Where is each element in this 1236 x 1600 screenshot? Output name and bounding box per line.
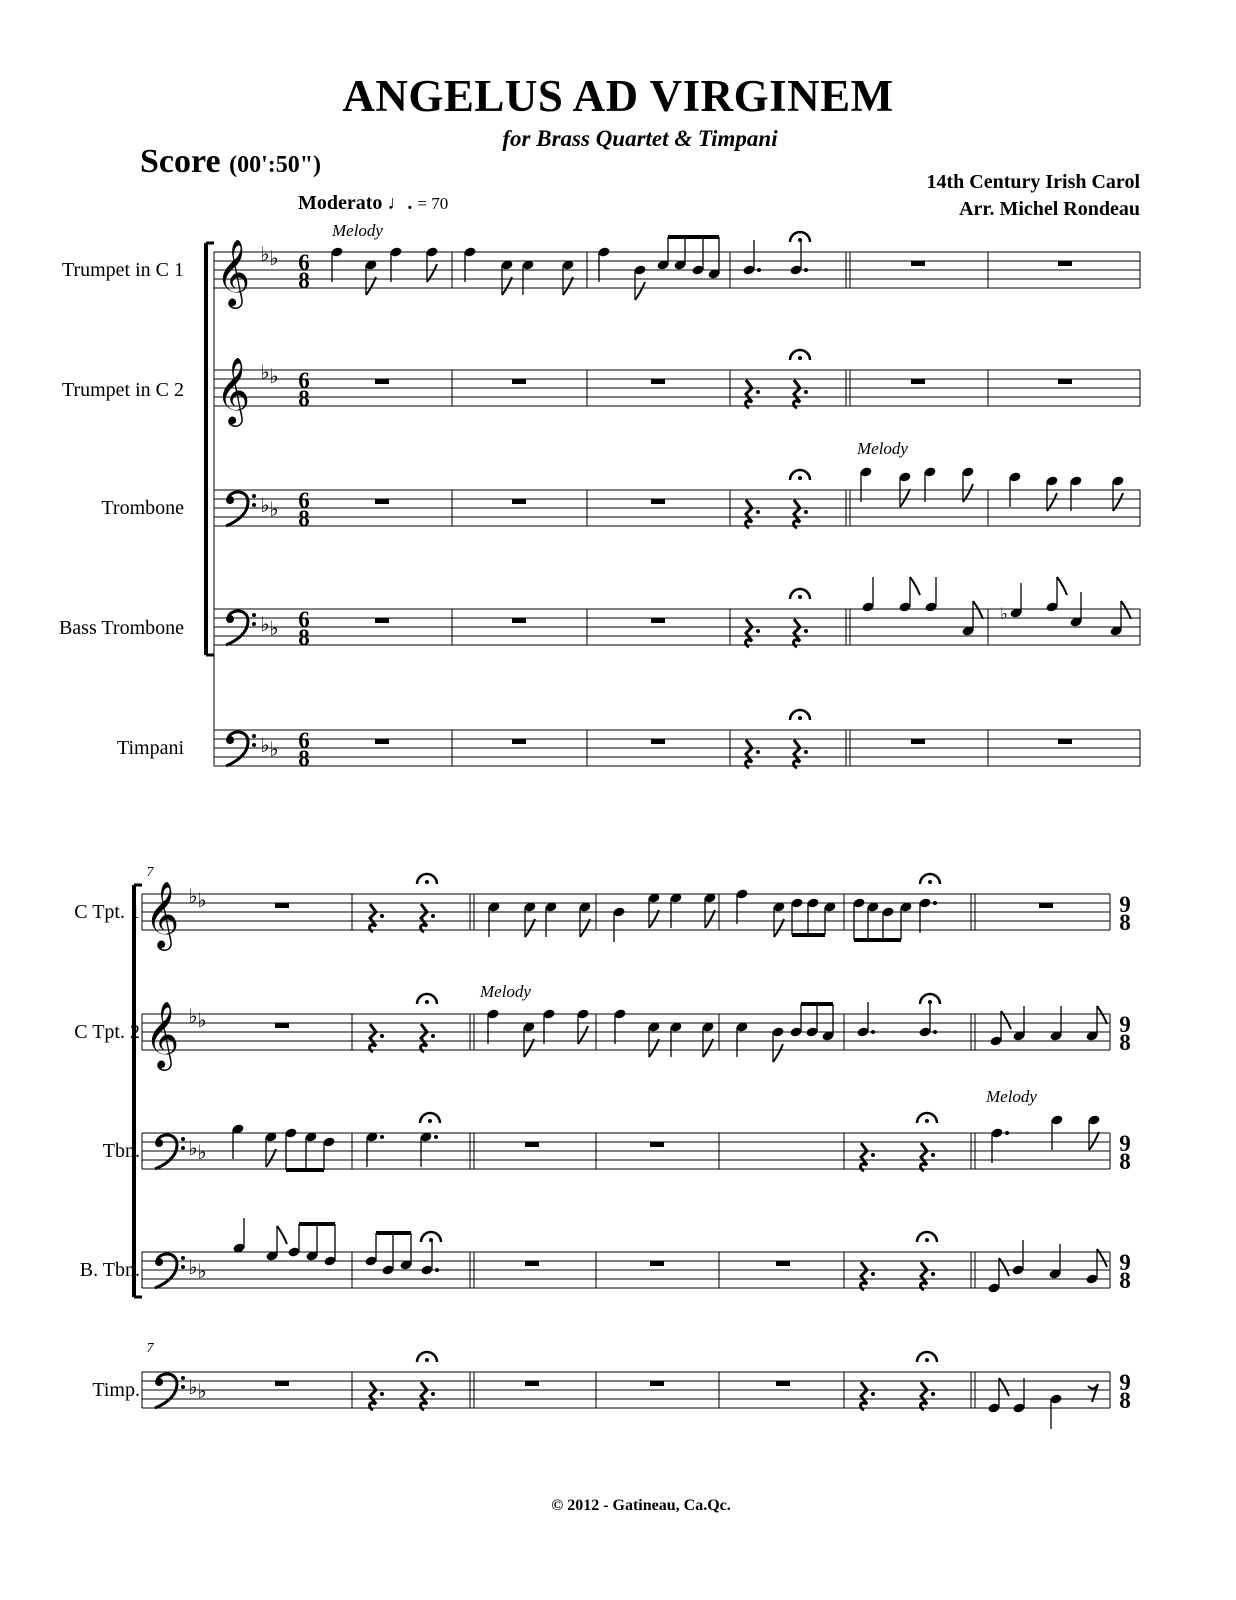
svg-text:8: 8: [1119, 910, 1131, 935]
note: [486, 1008, 499, 1044]
whole-rest-icon: [1058, 379, 1072, 384]
time-signature: [1119, 1370, 1131, 1413]
svg-text:8: 8: [1119, 1388, 1131, 1413]
note: [231, 1123, 244, 1159]
svg-text:♭: ♭: [188, 1257, 198, 1279]
note: [735, 1021, 748, 1057]
instrument-label-tbn: Tbn.: [102, 1140, 140, 1162]
note: [669, 892, 682, 928]
time-signature: [298, 250, 310, 293]
staff-system2-3: [142, 1252, 1110, 1288]
staff-system2-1: [142, 1014, 1110, 1050]
fermata-icon: [920, 874, 940, 884]
whole-rest-icon: [911, 379, 925, 384]
note: [735, 888, 748, 924]
instrument-label-b-tbn: B. Tbn.: [79, 1259, 140, 1281]
svg-text:♭: ♭: [269, 248, 279, 270]
whole-rest-icon: [275, 1023, 289, 1028]
fermata-icon: [421, 1232, 441, 1242]
note: [1008, 471, 1021, 507]
note: [771, 1026, 784, 1062]
melody-marking: Melody: [480, 982, 531, 1001]
beamed-notes: [284, 1127, 335, 1170]
instrument-label-timp: Timp.: [92, 1379, 140, 1401]
instrument-label-trumpet-1: Trumpet in C 1: [61, 259, 184, 281]
treble-clef-icon: 𝄞: [144, 882, 180, 947]
instrument-label-trumpet-2: Trumpet in C 2: [61, 379, 184, 401]
measure-number: 7: [146, 865, 154, 880]
note: [613, 1008, 626, 1044]
beamed-notes: [364, 1233, 412, 1276]
fermata-icon: [417, 1352, 437, 1362]
svg-text:6: 6: [298, 250, 310, 275]
note: [1045, 577, 1067, 613]
quarter-rest-icon: [861, 1262, 875, 1290]
note: [561, 259, 574, 295]
quarter-rest-icon: [921, 1262, 935, 1290]
bass-clef-icon: [226, 732, 256, 766]
whole-rest-icon: [375, 499, 389, 504]
svg-text:♭: ♭: [260, 735, 270, 757]
quarter-rest-icon: [421, 1024, 435, 1052]
svg-text:6: 6: [298, 368, 310, 393]
note: [1087, 1114, 1100, 1150]
whole-rest-icon: [525, 1381, 539, 1386]
note: [918, 897, 937, 933]
whole-rest-icon: [650, 1381, 664, 1386]
svg-text:9: 9: [1119, 1370, 1131, 1395]
note: [1000, 583, 1022, 623]
svg-text:♭: ♭: [197, 1010, 207, 1032]
note: [918, 1002, 937, 1038]
note: [647, 1021, 660, 1057]
note: [1111, 475, 1124, 511]
note: [576, 1008, 589, 1044]
note: [633, 264, 646, 300]
score-title: ANGELUS AD VIRGINEM: [342, 71, 894, 121]
note: [232, 1218, 245, 1254]
svg-text:8: 8: [298, 746, 310, 771]
whole-rest-icon: [275, 903, 289, 908]
quarter-rest-icon: [746, 500, 760, 528]
quarter-rest-icon: [370, 1382, 384, 1410]
whole-rest-icon: [375, 618, 389, 623]
beamed-notes: [852, 897, 912, 940]
key-signature-flats: [188, 1006, 206, 1032]
fermata-icon: [790, 589, 810, 599]
note: [522, 1021, 535, 1057]
svg-text:9: 9: [1119, 1131, 1131, 1156]
svg-text:6: 6: [298, 488, 310, 513]
whole-rest-icon: [911, 261, 925, 266]
bass-clef-icon: [155, 1135, 185, 1169]
svg-text:♭: ♭: [260, 362, 270, 384]
melody-marking: Melody: [857, 439, 908, 458]
note: [463, 246, 476, 282]
svg-text:♭: ♭: [269, 739, 279, 761]
svg-text:8: 8: [298, 268, 310, 293]
quarter-rest-icon: [421, 904, 435, 932]
note: [597, 246, 610, 282]
beamed-notes: [790, 897, 836, 935]
composer-credit: 14th Century Irish Carol: [926, 171, 1140, 193]
beamed-notes: [287, 1224, 336, 1267]
quarter-rest-icon: [861, 1382, 875, 1410]
quarter-rest-icon: [794, 619, 808, 647]
quarter-rest-icon: [746, 619, 760, 647]
svg-text:6: 6: [298, 607, 310, 632]
fermata-icon: [917, 1113, 937, 1123]
quarter-rest-icon: [370, 1024, 384, 1052]
note: [1050, 1114, 1063, 1150]
whole-rest-icon: [651, 739, 665, 744]
svg-text:♭: ♭: [197, 1381, 207, 1403]
note: [389, 246, 402, 282]
fermata-icon: [790, 710, 810, 720]
note: [961, 466, 974, 502]
whole-rest-icon: [525, 1142, 539, 1147]
quarter-rest-icon: [794, 740, 808, 768]
key-signature-flats: [260, 362, 278, 388]
beamed-notes: [656, 237, 720, 280]
svg-text:8: 8: [1119, 1268, 1131, 1293]
time-signature: [298, 607, 310, 650]
quarter-rest-icon: [746, 380, 760, 408]
svg-text:8: 8: [298, 506, 310, 531]
svg-text:♭: ♭: [197, 1261, 207, 1283]
whole-rest-icon: [911, 739, 925, 744]
quarter-rest-icon: [921, 1382, 935, 1410]
note: [1049, 1006, 1062, 1042]
svg-text:♭: ♭: [188, 1006, 198, 1028]
note: [265, 1226, 287, 1262]
svg-text:♭: ♭: [269, 366, 279, 388]
time-signature: [298, 728, 310, 771]
fermata-icon: [417, 874, 437, 884]
time-signature: [1119, 1131, 1131, 1174]
note: [1045, 475, 1058, 511]
svg-text:♭: ♭: [269, 618, 279, 640]
instrument-label-timpani: Timpani: [116, 737, 184, 759]
treble-clef-icon: 𝄞: [215, 358, 251, 423]
staff-system2-0: [142, 894, 1110, 930]
whole-rest-icon: [650, 1142, 664, 1147]
fermata-icon: [420, 1113, 440, 1123]
note: [578, 901, 591, 937]
time-signature: [1119, 892, 1131, 935]
note: [330, 246, 343, 282]
note: [544, 901, 557, 937]
time-signature: [1119, 1012, 1131, 1055]
staff-system1-0: [214, 252, 1140, 288]
whole-rest-icon: [651, 618, 665, 623]
svg-text:♭: ♭: [188, 886, 198, 908]
note: [1069, 475, 1082, 511]
note: [961, 601, 983, 637]
whole-rest-icon: [512, 739, 526, 744]
note: [500, 259, 513, 295]
note: [772, 901, 785, 937]
quarter-rest-icon: [921, 1143, 935, 1171]
note: [701, 1021, 714, 1057]
staff-system2-2: [142, 1133, 1110, 1169]
whole-rest-icon: [1039, 903, 1053, 908]
note: [419, 1131, 438, 1167]
whole-rest-icon: [650, 1261, 664, 1266]
note: [703, 892, 716, 928]
instrument-label-bass-trombone: Bass Trombone: [58, 617, 184, 639]
melody-marking: Melody: [986, 1087, 1037, 1106]
svg-text:♭: ♭: [260, 244, 270, 266]
tempo-label: Moderato: [298, 192, 383, 214]
arranger-credit: Arr. Michel Rondeau: [959, 198, 1140, 220]
note: [859, 466, 872, 502]
svg-text:8: 8: [298, 625, 310, 650]
whole-rest-icon: [651, 499, 665, 504]
bass-clef-icon: [226, 611, 256, 645]
whole-rest-icon: [375, 379, 389, 384]
whole-rest-icon: [776, 1381, 790, 1386]
note: [523, 901, 536, 937]
note: [898, 471, 911, 507]
whole-rest-icon: [776, 1261, 790, 1266]
svg-text:8: 8: [1119, 1030, 1131, 1055]
note: [923, 466, 936, 502]
key-signature-flats: [260, 244, 278, 270]
fermata-icon: [920, 994, 940, 1004]
staff-system1-1: [214, 370, 1140, 406]
whole-rest-icon: [1058, 261, 1072, 266]
svg-text:6: 6: [298, 728, 310, 753]
quarter-rest-icon: [746, 740, 760, 768]
note: [1012, 1378, 1025, 1414]
fermata-icon: [790, 470, 810, 480]
svg-text:9: 9: [1119, 892, 1131, 917]
whole-rest-icon: [375, 739, 389, 744]
bass-clef-icon: [155, 1254, 185, 1288]
whole-rest-icon: [512, 618, 526, 623]
staff-system1-2: [214, 490, 1140, 526]
note: [1048, 1244, 1061, 1280]
svg-text:9: 9: [1119, 1012, 1131, 1037]
note: [420, 1240, 439, 1276]
staff-system2-4: [142, 1372, 1110, 1408]
note: [1085, 1006, 1107, 1042]
note: [364, 259, 377, 295]
time-signature: [1119, 1250, 1131, 1293]
bass-clef-icon: [226, 492, 256, 526]
note: [1109, 601, 1131, 637]
bass-clef-icon: [155, 1374, 185, 1408]
note: [861, 577, 874, 613]
svg-text:♭: ♭: [260, 614, 270, 636]
note: [789, 240, 808, 276]
note: [898, 577, 920, 613]
svg-text:♭: ♭: [197, 890, 207, 912]
instrument-label-c-tpt-1: C Tpt. 1: [74, 901, 140, 923]
time-signature: [298, 488, 310, 531]
key-signature-flats: [188, 886, 206, 912]
staff-system1-4: [214, 730, 1140, 766]
whole-rest-icon: [525, 1261, 539, 1266]
whole-rest-icon: [512, 379, 526, 384]
fermata-icon: [917, 1352, 937, 1362]
whole-rest-icon: [275, 1381, 289, 1386]
quarter-rest-icon: [421, 1382, 435, 1410]
note: [487, 901, 500, 937]
note: [856, 1002, 875, 1038]
note: [521, 259, 534, 295]
note: [1049, 1393, 1062, 1429]
quarter-rest-icon: [861, 1143, 875, 1171]
time-signature: [298, 368, 310, 411]
dotted-quarter-note-icon: ♩.: [387, 192, 413, 214]
svg-text:♭: ♭: [197, 1142, 207, 1164]
note: [425, 246, 438, 282]
svg-text:♭: ♭: [260, 495, 270, 517]
fermata-icon: [917, 1232, 937, 1242]
whole-rest-icon: [512, 499, 526, 504]
quarter-rest-icon: [794, 380, 808, 408]
note: [1012, 1006, 1025, 1042]
score-duration: (00':50"): [229, 152, 322, 178]
instrument-label-trombone: Trombone: [101, 497, 184, 519]
tempo-value: = 70: [417, 194, 449, 213]
whole-rest-icon: [651, 379, 665, 384]
fermata-icon: [790, 232, 810, 242]
note: [924, 577, 937, 613]
copyright-footer: © 2012 - Gatineau, Ca.Qc.: [551, 1497, 731, 1514]
note: [264, 1131, 277, 1167]
instrument-label-c-tpt-2: C Tpt. 2: [74, 1021, 140, 1043]
note: [669, 1021, 682, 1057]
note: [1069, 592, 1082, 628]
score-subtitle: for Brass Quartet & Timpani: [502, 126, 778, 151]
fermata-icon: [417, 994, 437, 1004]
svg-text:♭: ♭: [188, 1138, 198, 1160]
svg-text:♭: ♭: [188, 1377, 198, 1399]
svg-text:9: 9: [1119, 1250, 1131, 1275]
melody-marking: Melody: [332, 221, 383, 240]
note: [612, 906, 625, 942]
note: [542, 1008, 555, 1044]
quarter-rest-icon: [370, 904, 384, 932]
treble-clef-icon: 𝄞: [144, 1002, 180, 1067]
note: [1011, 1240, 1024, 1276]
svg-text:♭: ♭: [269, 499, 279, 521]
svg-text:♭: ♭: [1000, 606, 1008, 623]
whole-rest-icon: [1058, 739, 1072, 744]
score-label-text: Score: [140, 143, 221, 180]
measure-number: 7: [146, 1341, 154, 1356]
fermata-icon: [790, 350, 810, 360]
note: [742, 240, 761, 276]
note: [647, 892, 660, 928]
note: [365, 1131, 384, 1167]
treble-clef-icon: 𝄞: [215, 240, 251, 305]
svg-text:8: 8: [1119, 1149, 1131, 1174]
svg-text:8: 8: [298, 386, 310, 411]
quarter-rest-icon: [794, 500, 808, 528]
note: [990, 1127, 1009, 1163]
